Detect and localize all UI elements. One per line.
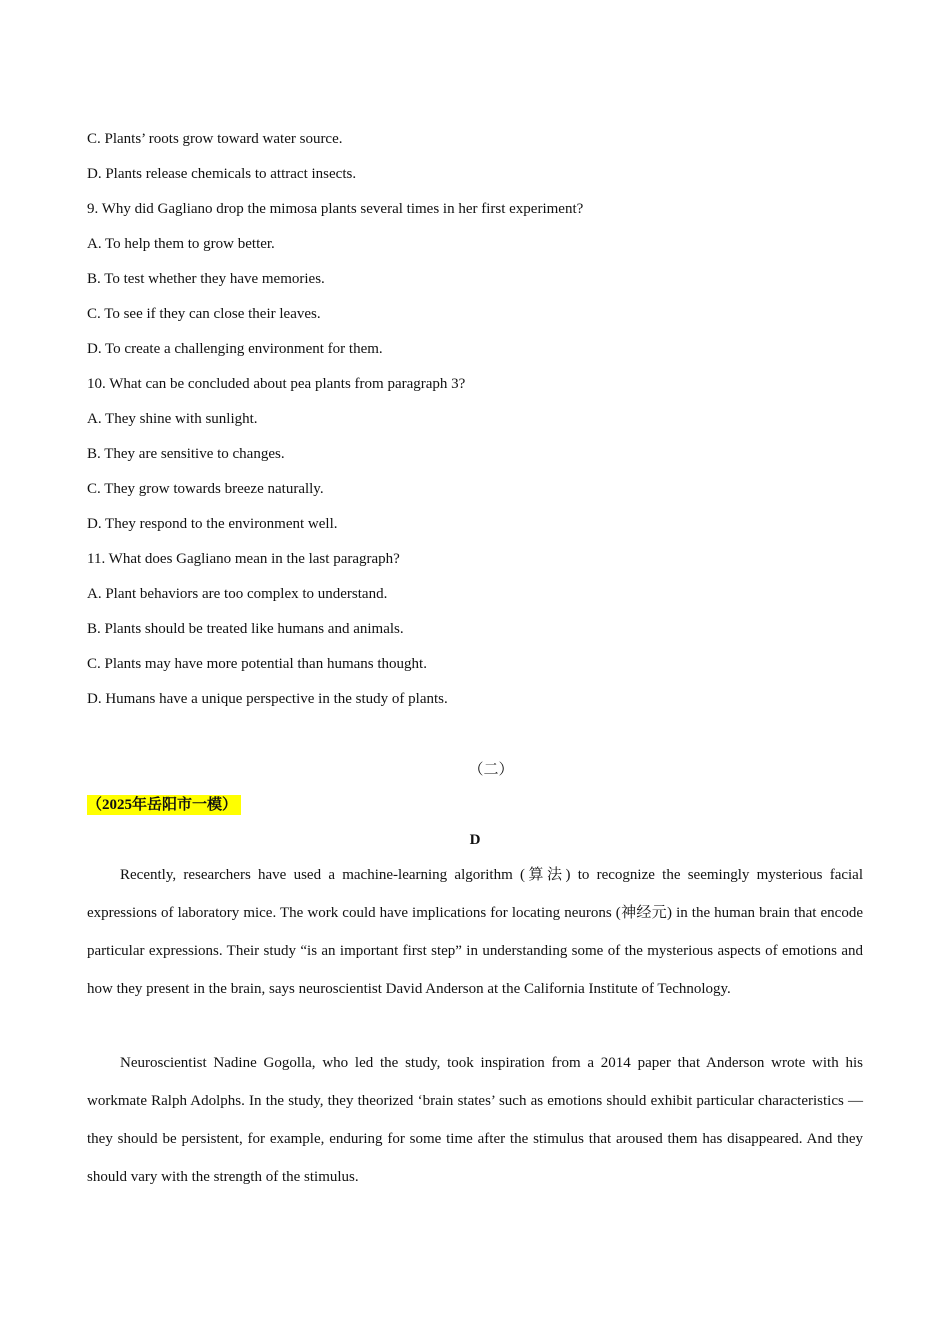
q10-option-c: C. They grow towards breeze naturally. [87,481,324,497]
section-number: （二） [468,762,514,778]
question-11: 11. What does Gagliano mean in the last paragraph? [87,551,400,567]
passage-letter: D [469,832,481,848]
q9-option-d: D. To create a challenging environment for them. [87,341,383,357]
passage-paragraph-1: Recently, researchers have used a machine-learning algorithm (算法) to recognize the seemingly mysterious facial expressions of laboratory mice. The work could have implications for locating neurons (神经元) in the human brain that encode particular expressions. Their study “is an important first step” in understanding some of the mysterious aspects of emotions and how they present in the brain, says neuroscientist David Anderson at the California Institute of Technology. [87,867,863,997]
question-10: 10. What can be concluded about pea plants from paragraph 3? [87,376,466,392]
q9-option-c: C. To see if they can close their leaves. [87,306,321,322]
option-c-prev: C. Plants’ roots grow toward water source. [87,131,343,147]
q9-option-b: B. To test whether they have memories. [87,271,325,287]
question-9: 9. Why did Gagliano drop the mimosa plants several times in her first experiment? [87,201,584,217]
q11-option-a: A. Plant behaviors are too complex to understand. [87,586,388,602]
q11-option-d: D. Humans have a unique perspective in the study of plants. [87,691,448,707]
q11-option-c: C. Plants may have more potential than humans thought. [87,656,427,672]
q10-option-b: B. They are sensitive to changes. [87,446,285,462]
q11-option-b: B. Plants should be treated like humans and animals. [87,621,404,637]
q9-option-a: A. To help them to grow better. [87,236,275,252]
passage-paragraph-2: Neuroscientist Nadine Gogolla, who led the study, took inspiration from a 2014 paper that Anderson wrote with his workmate Ralph Adolphs. In the study, they theorized ‘brain states’ such as emotions should exhibit particular characteristics — they should be persistent, for example, enduring for some time after the stimulus that aroused them has disappeared. And they should vary with the strength of the stimulus. [87,1055,863,1185]
option-d-prev: D. Plants release chemicals to attract insects. [87,166,357,182]
source-tag: （2025年岳阳市一模） [87,795,241,815]
q10-option-a: A. They shine with sunlight. [87,411,258,427]
q10-option-d: D. They respond to the environment well. [87,516,338,532]
